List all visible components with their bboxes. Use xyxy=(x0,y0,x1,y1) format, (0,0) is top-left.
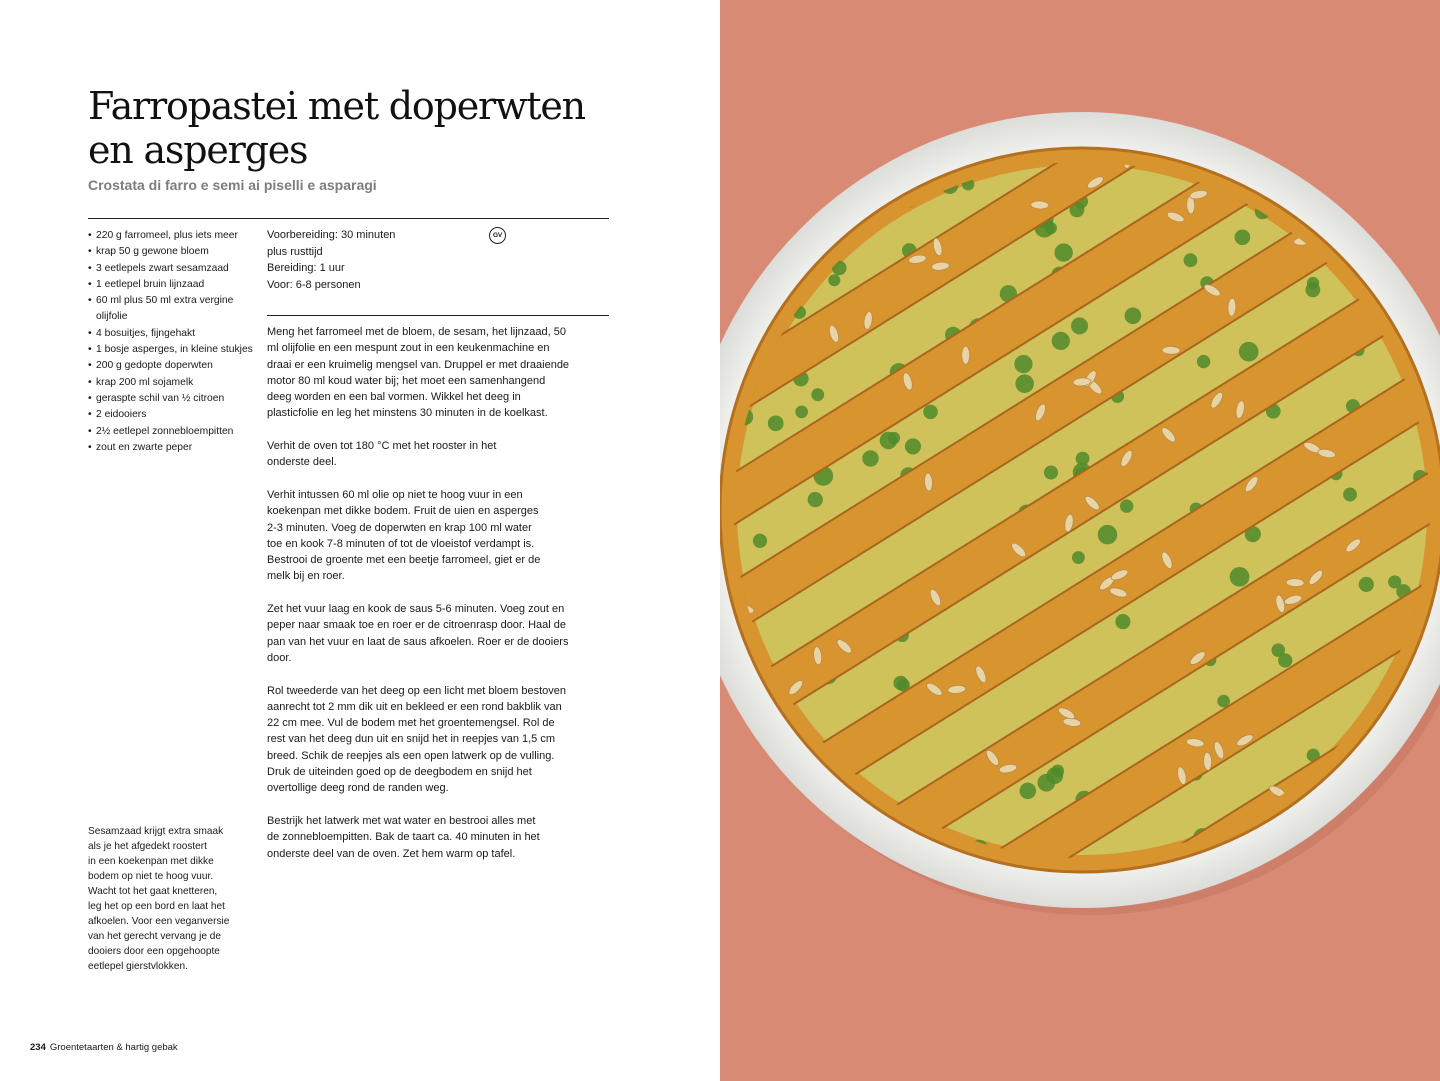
pea xyxy=(1184,253,1198,267)
method-line: ml olijfolie en een mespunt zout in een keukenmachine en xyxy=(267,342,550,355)
pea xyxy=(1230,567,1250,587)
pea xyxy=(1120,499,1133,512)
pea xyxy=(1359,577,1374,592)
pea xyxy=(1052,332,1070,350)
vegetarian-badge-icon: GV xyxy=(489,227,506,244)
method-line: 2-3 minuten. Voeg de doperwten en krap 100 ml water xyxy=(267,521,532,534)
cook-time: Bereiding: 1 uur xyxy=(267,262,345,274)
method-line: melk bij en roer. xyxy=(267,570,345,583)
method-step xyxy=(267,487,615,585)
pea xyxy=(1071,317,1088,334)
ingredient-item: • 60 ml plus 50 ml extra vergine olijfolie xyxy=(88,293,258,326)
recipe-subtitle: Crostata di farro e semi ai piselli e asparagi xyxy=(88,177,377,193)
method-line: door. xyxy=(267,651,292,664)
ingredient-item: • 200 g gedopte doperwten xyxy=(88,358,258,374)
ingredient-item: • krap 200 ml sojamelk xyxy=(88,375,258,391)
method-line: deeg worden en een bal vormen. Wikkel het deeg in xyxy=(267,391,521,404)
method-line: Druk de uiteinden goed op de deegbodem en snijd het xyxy=(267,766,532,779)
method-line: Bestrijk het latwerk met wat water en bestrooi alles met xyxy=(267,814,536,827)
recipe-meta xyxy=(267,227,395,293)
pea xyxy=(1044,465,1058,479)
ingredient-item: • 2½ eetlepel zonnebloempitten xyxy=(88,424,258,440)
tip-line: eetlepel gierstvlokken. xyxy=(88,961,188,972)
method-line: Rol tweederde van het deeg op een licht met bloem bestoven xyxy=(267,684,567,697)
method-line: toe en kook 7-8 minuten of tot de vloeistof verdampt is. xyxy=(267,537,535,550)
pea xyxy=(888,432,900,444)
tart-illustration xyxy=(720,0,1440,1081)
pea xyxy=(1098,525,1118,545)
ingredient-item: • 220 g farromeel, plus iets meer xyxy=(88,228,258,244)
tip-line: als je het afgedekt roostert xyxy=(88,841,207,852)
method-line: overtollige deeg rond de randen weg. xyxy=(267,782,449,795)
tip-line: in een koekenpan met dikke xyxy=(88,856,214,867)
ingredient-item: • zout en zwarte peper xyxy=(88,440,258,456)
method-line: breed. Schik de reepjes als een open latwerk op de vulling. xyxy=(267,749,555,762)
pea xyxy=(1235,229,1251,245)
pea xyxy=(1072,551,1085,564)
method-line: Meng het farromeel met de bloem, de sesam, het lijnzaad, 50 xyxy=(267,326,566,338)
pea xyxy=(893,676,907,690)
method-line: onderste deel. xyxy=(267,456,337,469)
pea xyxy=(1020,783,1037,800)
method-line: Verhit intussen 60 ml olie op niet te hoog vuur in een xyxy=(267,488,523,501)
method-line: pan van het vuur en laat de saus afkoelen. Roer er de dooiers xyxy=(267,635,569,648)
tip-line: dooiers door een opgehoopte xyxy=(88,946,220,957)
title-line: en asperges xyxy=(88,128,308,172)
tip-line: van het gerecht vervang je de xyxy=(88,931,221,942)
tip-line: bodem op niet te hoog vuur. xyxy=(88,871,214,882)
pea xyxy=(1014,355,1032,373)
ingredient-item: • krap 50 g gewone bloem xyxy=(88,244,258,260)
pea xyxy=(905,438,921,454)
method-line: Zet het vuur laag en kook de saus 5-6 minuten. Voeg zout en xyxy=(267,603,565,616)
method-line: motor 80 ml koud water bij; het moet een samenhangend xyxy=(267,374,546,387)
pea xyxy=(1015,374,1034,393)
tip-line: leg het op een bord en laat het xyxy=(88,901,225,912)
pea xyxy=(1271,643,1285,657)
method-line: de zonnebloempitten. Bak de taart ca. 40 minuten in het xyxy=(267,831,540,844)
tip-note xyxy=(88,824,258,974)
divider xyxy=(267,315,609,316)
pea xyxy=(1115,614,1130,629)
pea xyxy=(753,534,767,548)
method-line: plasticfolie en leg het minstens 30 minuten in de koelkast. xyxy=(267,407,548,420)
section-name: Groentetaarten & hartig gebak xyxy=(49,1042,178,1053)
ingredient-item: • 1 bosje asperges, in kleine stukjes xyxy=(88,342,258,358)
prep-time: Voorbereiding: 30 minuten xyxy=(267,229,396,241)
sunflower-seed xyxy=(1162,346,1180,354)
method-step xyxy=(267,683,615,797)
ingredient-item: • 4 bosuitjes, fijngehakt xyxy=(88,326,258,342)
tip-line: Sesamzaad krijgt extra smaak xyxy=(88,826,224,837)
pea xyxy=(1076,452,1090,466)
title-line: Farropastei met doperwten xyxy=(88,84,585,128)
method-line: 22 cm mee. Vul de bodem met het groentemengsel. Rol de xyxy=(267,717,555,730)
method xyxy=(267,324,615,862)
pea xyxy=(1037,774,1055,792)
sunflower-seed xyxy=(1286,578,1304,587)
method-line: rest van het deeg dun uit en snijd het in reepjes van 1,5 cm xyxy=(267,733,556,746)
ingredient-item: • 1 eetlepel bruin lijnzaad xyxy=(88,277,258,293)
method-line: Bestrooi de groente met een beetje farromeel, giet er de xyxy=(267,554,541,567)
method-line: onderste deel van de oven. Zet hem warm op tafel. xyxy=(267,847,516,860)
tart-photo xyxy=(720,0,1440,1081)
method-line: aanrecht tot 2 mm dik uit en bekleed er een rond bakblik van xyxy=(267,700,562,713)
sunflower-seed xyxy=(962,346,970,364)
method-line: koekenpan met dikke bodem. Fruit de uien en asperges xyxy=(267,505,539,518)
ingredient-item: • geraspte schil van ½ citroen xyxy=(88,391,258,407)
tip-line: Wacht tot het gaat knetteren, xyxy=(88,886,218,897)
pea xyxy=(808,492,823,507)
divider xyxy=(88,218,609,219)
recipe-title xyxy=(88,84,688,172)
page-number: 234 xyxy=(30,1042,46,1053)
pea xyxy=(1051,765,1064,778)
pea xyxy=(1125,307,1142,324)
pea xyxy=(768,415,784,431)
pea xyxy=(1197,355,1210,368)
tip-line: afkoelen. Voor een veganversie xyxy=(88,916,230,927)
method-line: draai er een kruimelig mengsel van. Druppel er met draaiende xyxy=(267,358,570,371)
servings: Voor: 6-8 personen xyxy=(267,278,361,291)
page-footer xyxy=(30,1042,178,1053)
ingredient-item: • 3 eetlepels zwart sesamzaad xyxy=(88,261,258,277)
method-step xyxy=(267,438,615,471)
ingredient-list xyxy=(88,228,258,456)
pea xyxy=(828,274,840,286)
method-step xyxy=(267,324,615,422)
pea xyxy=(862,450,878,466)
pea xyxy=(1305,282,1320,297)
pea xyxy=(1054,243,1072,261)
pea xyxy=(1239,342,1259,362)
method-step xyxy=(267,813,615,862)
ingredient-item: • 2 eidooiers xyxy=(88,407,258,423)
method-line: peper naar smaak toe en roer er de citroenrasp door. Haal de xyxy=(267,619,567,632)
method-step xyxy=(267,601,615,666)
pea xyxy=(1343,488,1357,502)
pea xyxy=(1388,575,1401,588)
pea xyxy=(795,406,808,419)
pea xyxy=(811,388,824,401)
pea xyxy=(923,405,938,420)
rest-time: plus rusttijd xyxy=(267,245,323,258)
method-line: Verhit de oven tot 180 °C met het rooster in het xyxy=(267,440,497,453)
